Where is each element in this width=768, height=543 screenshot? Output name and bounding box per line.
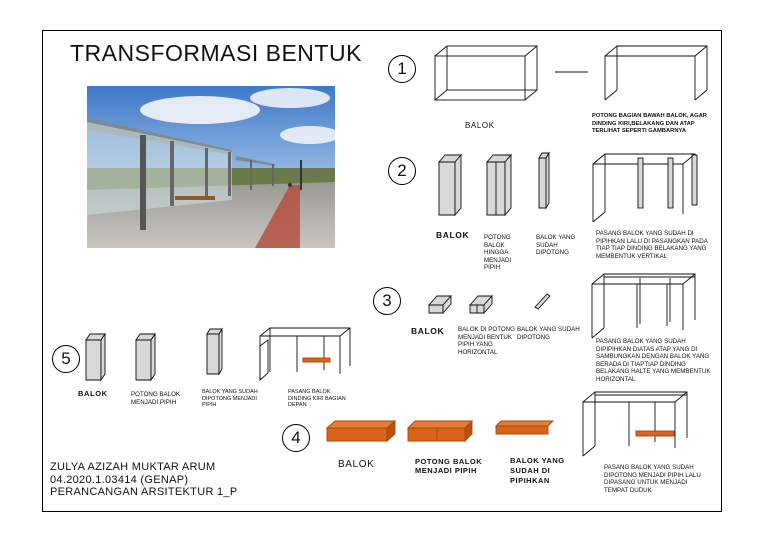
page-title: TRANSFORMASI BENTUK (70, 40, 362, 66)
step5-description: PASANG BALOK DINDING KIRI BAGIAN DEPAN (288, 389, 346, 408)
step3-dipotong-label: BALOK YANG SUDAH DIPOTONG (517, 326, 580, 341)
author-id: 04.2020.1.03414 (GENAP) (50, 473, 189, 486)
step2-description: PASANG BALOK YANG SUDAH DI PIPIHKAN LALU DI PASANGKAN PADA TIAP TIAP DINDING BELAKANG YANG MEMBENTUK VERTIKAL (596, 230, 708, 260)
step4-description: PASANG BALOK YANG SUDAH DIPOTONG MENJADI PIPIH LALU DIPASANG UNTUK MENJADI TEMPAT DUDUK (604, 464, 701, 494)
step-4-number: 4 (282, 424, 310, 452)
step1-balok-label: BALOK (465, 121, 495, 130)
step4-dipotong-label: BALOK YANG SUDAH DI PIPIHKAN (510, 456, 565, 485)
step5-dipotong-label: BALOK YANG SUDAH DIPOTONG MENJADI PIPIH (202, 389, 258, 408)
step5-potong-label: POTONG BALOK MENJADI PIPIH (131, 391, 181, 406)
step2-dipotong-label: BALOK YANG SUDAH DIPOTONG (536, 234, 576, 256)
step3-description: PASANG BALOK YANG SUDAH DIPIPIHKAN DIATAS ATAP YANG DI SAMBUNGKAN DENGAN BALOK YANG BERADA DI TIAPTIAP DINDING BELAKANG HALTE YANG MEMBENTUK HORIZONTAL (596, 338, 711, 383)
step2-balok-label: BALOK (436, 230, 470, 240)
step4-balok-label: BALOK (338, 459, 375, 470)
step-5-number: 5 (52, 345, 80, 373)
step-1-number: 1 (388, 55, 416, 83)
author-course: PERANCANGAN ARSITEKTUR 1_P (50, 486, 238, 498)
step-2-number: 2 (388, 157, 416, 185)
step-3-number: 3 (373, 287, 401, 315)
step4-potong-label: POTONG BALOK MENJADI PIPIH (415, 457, 483, 475)
step5-balok-label: BALOK (78, 389, 108, 398)
step1-description: POTONG BAGIAN BAWAH BALOK, AGAR DINDING KIRI,BELAKANG DAN ATAP TERLIHAT SEPERTI GAMBARNYA (592, 113, 707, 134)
sheet-frame (42, 30, 722, 512)
step2-potong-label: POTONG BALOK HINGGA MENJADI PIPIH (484, 234, 512, 271)
step3-potong-label: BALOK DI POTONG MENJADI BENTUK PIPIH YANG HORIZONTAL (458, 326, 515, 356)
step3-balok-label: BALOK (411, 326, 445, 336)
author-block (50, 461, 238, 499)
author-name: ZULYA AZIZAH MUKTAR ARUM (50, 461, 216, 473)
